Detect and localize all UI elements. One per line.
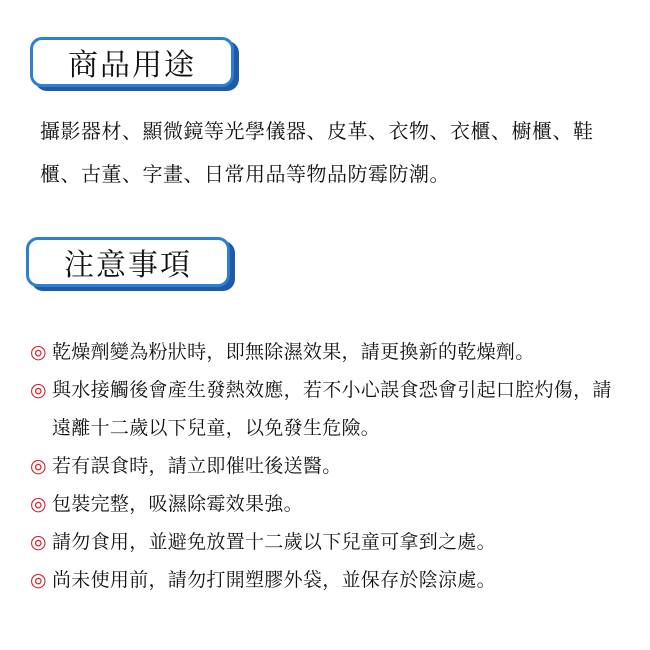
note-text: 請勿食用，並避免放置十二歲以下兒童可拿到之處。 bbox=[52, 531, 496, 553]
section-title-usage bbox=[30, 37, 234, 87]
circle-bullet-icon: ◎ bbox=[30, 493, 47, 515]
note-text: 尚未使用前，請勿打開塑膠外袋，並保存於陰涼處。 bbox=[52, 569, 496, 591]
section-title-notes-text: 注意事項 bbox=[64, 248, 192, 283]
section-title-usage-text: 商品用途 bbox=[68, 48, 196, 83]
note-item bbox=[30, 561, 630, 599]
note-item bbox=[30, 485, 630, 523]
circle-bullet-icon: ◎ bbox=[30, 379, 47, 401]
usage-description: 攝影器材、顯微鏡等光學儀器、皮革、衣物、衣櫃、櫥櫃、鞋櫃、古董、字畫、日常用品等物品防霉防潮。 bbox=[40, 119, 594, 186]
section-title-notes bbox=[26, 237, 230, 287]
note-text: 若有誤食時，請立即催吐後送醫。 bbox=[52, 455, 342, 477]
note-text: 與水接觸後會產生發熱效應，若不小心誤食恐會引起口腔灼傷，請遠離十二歲以下兒童，以免發生危險。 bbox=[52, 379, 612, 439]
circle-bullet-icon: ◎ bbox=[30, 569, 47, 591]
circle-bullet-icon: ◎ bbox=[30, 341, 47, 363]
notes-list bbox=[30, 333, 630, 599]
note-item bbox=[30, 523, 630, 561]
note-text: 乾燥劑變為粉狀時，即無除濕效果，請更換新的乾燥劑。 bbox=[52, 341, 535, 363]
note-item bbox=[30, 447, 630, 485]
note-item bbox=[30, 371, 630, 447]
circle-bullet-icon: ◎ bbox=[30, 531, 47, 553]
note-item bbox=[30, 333, 630, 371]
note-text: 包裝完整，吸濕除霉效果強。 bbox=[52, 493, 303, 515]
circle-bullet-icon: ◎ bbox=[30, 455, 47, 477]
